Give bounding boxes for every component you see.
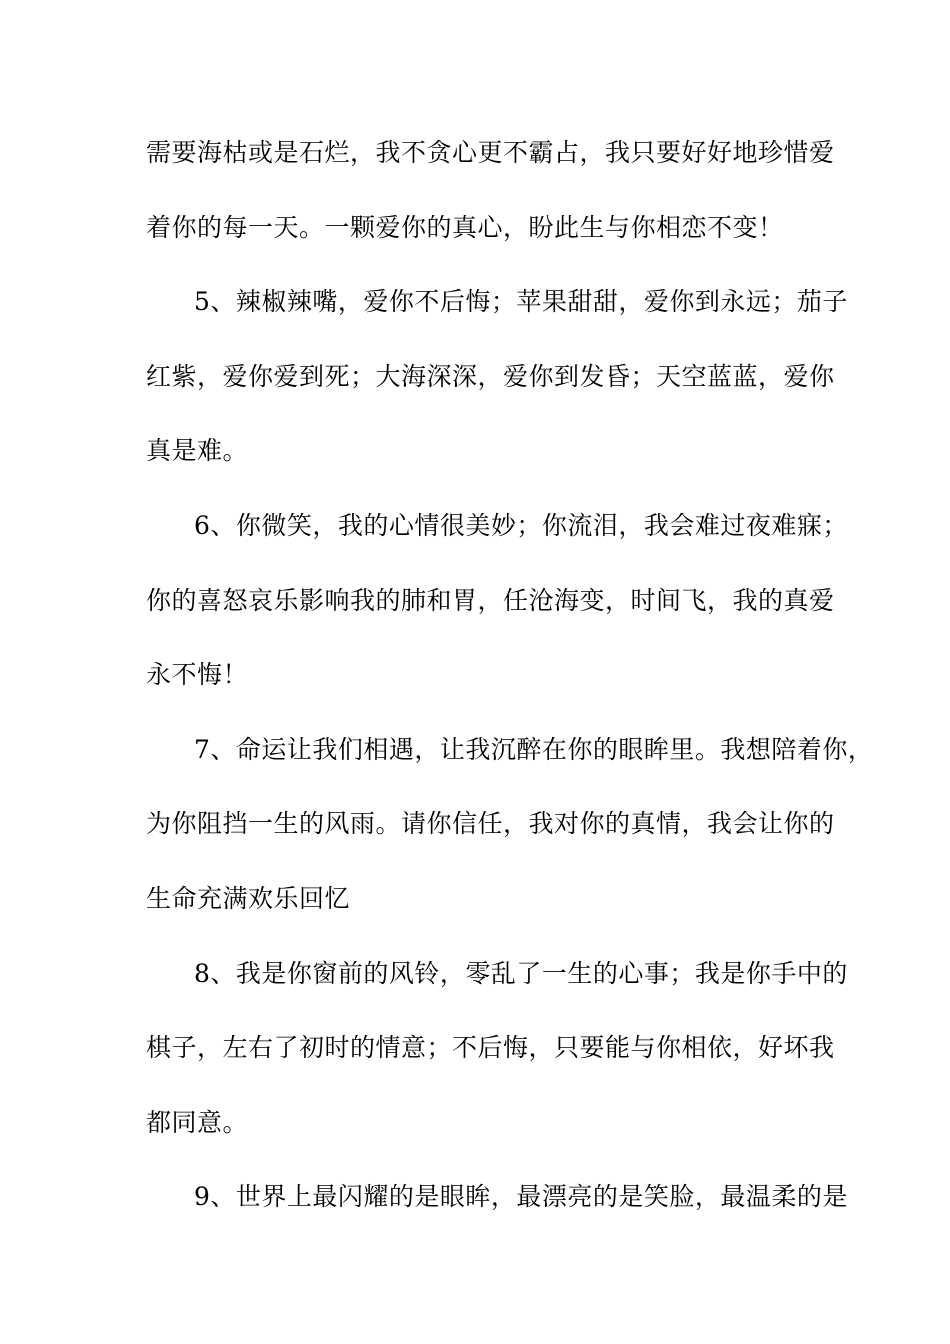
paragraph-4-line-2: 需要海枯或是石烂，我不贪心更不霸占，我只要好好地珍惜爱 bbox=[146, 138, 835, 167]
paragraph-5-line-3: 真是难。 bbox=[146, 436, 249, 465]
paragraph-8-line-2: 棋子，左右了初时的情意；不后悔，只要能与你相依，好坏我 bbox=[146, 1033, 835, 1062]
paragraph-7-line-1: 7、命运让我们相遇，让我沉醉在你的眼眸里。我想陪着你， bbox=[194, 735, 874, 764]
paragraph-6-line-2: 你的喜怒哀乐影响我的肺和胃，任沧海变，时间飞，我的真爱 bbox=[146, 586, 835, 615]
paragraph-5-line-1: 5、辣椒辣嘴，爱你不后悔；苹果甜甜，爱你到永远；茄子 bbox=[194, 287, 848, 316]
paragraph-9-line-1: 9、世界上最闪耀的是眼眸，最漂亮的是笑脸，最温柔的是 bbox=[194, 1182, 848, 1211]
paragraph-7-line-3: 生命充满欢乐回忆 bbox=[146, 884, 351, 913]
paragraph-7-line-2: 为你阻挡一生的风雨。请你信任，我对你的真情，我会让你的 bbox=[146, 809, 835, 838]
paragraph-6-line-1: 6、你微笑，我的心情很美妙；你流泪，我会难过夜难寐； bbox=[194, 511, 848, 540]
paragraph-6-line-3: 永不悔！ bbox=[146, 660, 249, 689]
paragraph-8-line-3: 都同意。 bbox=[146, 1108, 249, 1137]
paragraph-4-line-3: 着你的每一天。一颗爱你的真心，盼此生与你相恋不变！ bbox=[146, 213, 784, 242]
paragraph-5-line-2: 红紫，爱你爱到死；大海深深，爱你到发昏；天空蓝蓝，爱你 bbox=[146, 362, 835, 391]
paragraph-8-line-1: 8、我是你窗前的风铃，零乱了一生的心事；我是你手中的 bbox=[194, 959, 848, 988]
